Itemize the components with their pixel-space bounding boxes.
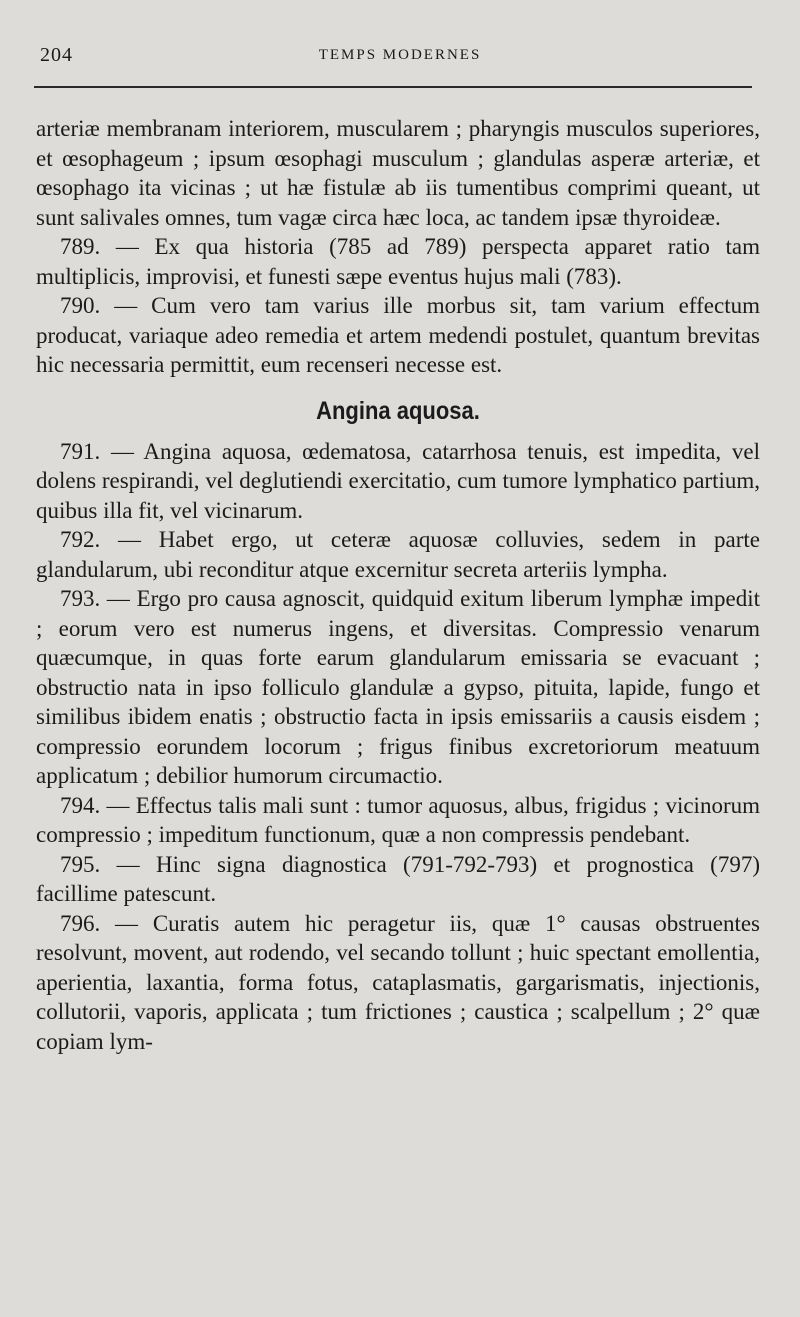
paragraph-790: 790. — Cum vero tam varius ille morbus sit, tam varium effectum producat, variaque adeo remedia et artem medendi postulet, quantum brevitas hic necessaria permittit, eum recenseri necesse est. — [36, 293, 760, 377]
paragraph-791: 791. — Angina aquosa, œdematosa, catarrhosa tenuis, est impedita, vel dolens respirandi, vel deglutiendi exercitatio, cum tumore lymphatico partium, quibus illa fit, vel vicinarum. — [36, 438, 760, 523]
header-rule — [34, 86, 752, 88]
paragraph-794: 794. — Effectus talis mali sunt : tumor aquosus, albus, frigidus ; vicinorum compressio ; impeditum functionum, quæ a non compressis pendebant. — [36, 792, 760, 847]
section-heading: Angina aquosa. — [316, 396, 480, 425]
paragraph-793: 793. — Ergo pro causa agnoscit, quidquid exitum liberum lymphæ impedit ; eorum vero est numerus ingens, et diversitas. Compressio venarum quæcumque, in quas forte earum glandularum emissaria se evacuant ; obstructio nata in ipso folliculo glandulæ a gypso, pituita, lapide, fungo et similibus ibidem enatis ; obstructio facta in ipsis emissariis a causis eisdem ; compressio eorundem locorum ; frigus finibus excretoriorum meatuum applicatum ; debilior humorum circumactio. — [36, 586, 760, 788]
paragraph-789: 789. — Ex qua historia (785 ad 789) perspecta apparet ratio tam multiplicis, improvisi, et funesti sæpe eventus hujus mali (783). — [36, 234, 760, 289]
paragraph: arteriæ membranam interiorem, muscularem ; pharyngis musculos superiores, et œsophageum ; ipsum œsophagi musculum ; glandulas asperæ arteriæ, et œsophago ita vicinas ; ut hæ fistulæ ab iis tumentibus comprimi queant, ut sunt salivales omnes, tum vagæ circa hæc loca, ac tandem ipsæ thyroideæ. — [36, 116, 760, 230]
body-text — [36, 114, 760, 1056]
page-number: 204 — [40, 44, 73, 66]
page-header — [0, 40, 800, 74]
paragraph-796: 796. — Curatis autem hic peragetur iis, quæ 1° causas obstruentes resolvunt, movent, aut rodendo, vel secando tollunt ; huic spectant emollentia, aperientia, laxantia, forma fotus, cataplasmatis, gargarismatis, injectionis, collutorii, vaporis, applicata ; tum frictiones ; caustica ; scalpellum ; 2° quæ copiam lym- — [36, 910, 760, 1054]
running-title: TEMPS MODERNES — [318, 47, 482, 63]
paragraph-795: 795. — Hinc signa diagnostica (791-792-793) et prognostica (797) facillime patescunt. — [36, 851, 760, 906]
paragraph-792: 792. — Habet ergo, ut ceteræ aquosæ colluvies, sedem in parte glandularum, ubi reconditur atque excernitur secreta arteriis lympha. — [36, 527, 760, 582]
